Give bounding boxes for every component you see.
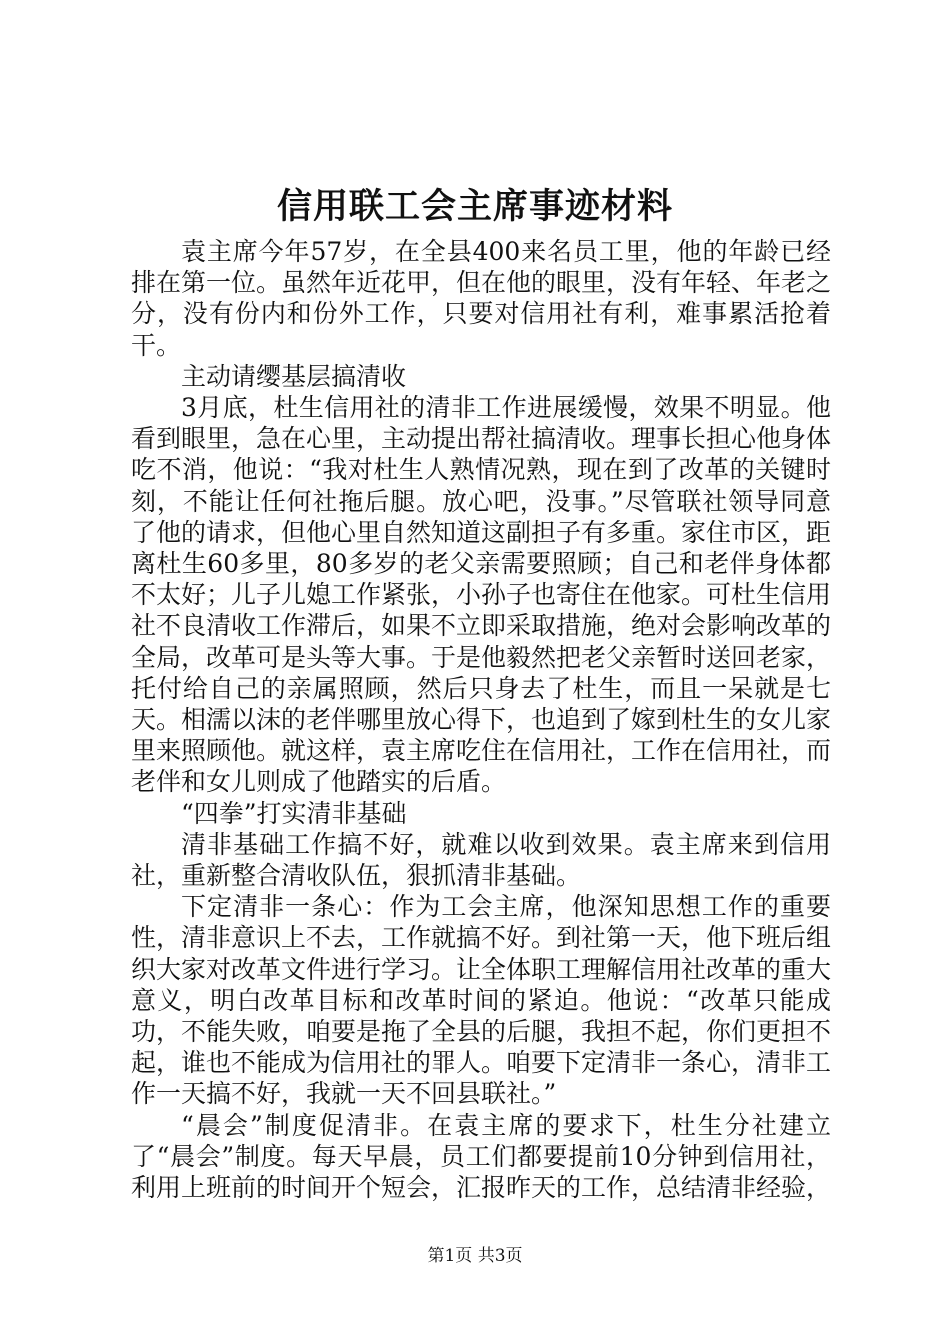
paragraph-4: 清非基础工作搞不好，就难以收到效果。袁主席来到信用社，重新整合清收队伍，狠抓清非基础。 bbox=[131, 829, 831, 891]
paragraph-6: “晨会”制度促清非。在袁主席的要求下，杜生分社建立了“晨会”制度。每天早晨，员工们都要提前10分钟到信用社，利用上班前的时间开个短会，汇报昨天的工作，总结清非经验， bbox=[131, 1110, 832, 1203]
paragraph-intro: 袁主席今年57岁，在全县400来名员工里，他的年龄已经排在第一位。虽然年近花甲，但在他的眼里，没有年轻、年老之分，没有份内和份外工作，只要对信用社有利，难事累活抢着干。 bbox=[131, 237, 832, 360]
paragraph-5: 下定清非一条心：作为工会主席，他深知思想工作的重要性，清非意识上不去，工作就搞不好。到社第一天，他下班后组织大家对改革文件进行学习。让全体职工理解信用社改革的重大意义，明白改革目标和改革时间的紧迫。他说：“改革只能成功，不能失败，咱要是拖了全县的后腿，我担不起，你们更担不起，谁也不能成为信用社的罪人。咱要下定清非一条心，清非工作一天搞不好，我就一天不回县联社。” bbox=[131, 892, 832, 1109]
section-heading-1: 主动请缨基层搞清收 bbox=[181, 361, 407, 391]
document-body bbox=[131, 236, 831, 1203]
paragraph-2: 3月底，杜生信用社的清非工作进展缓慢，效果不明显。他看到眼里，急在心里，主动提出帮社搞清收。理事长担心他身体吃不消，他说：“我对杜生人熟情况熟，现在到了改革的关键时刻，不能让任何社拖后腿。放心吧，没事。”尽管联社领导同意了他的请求，但他心里自然知道这副担子有多重。家住市区，距离杜生60多里，80多岁的老父亲需要照顾；自己和老伴身体都不太好；儿子儿媳工作紧张，小孙子也寄住在他家。可杜生信用社不良清收工作滞后，如果不立即采取措施，绝对会影响改革的全局，改革可是头等大事。于是他毅然把老父亲暂时送回老家，托付给自己的亲属照顾，然后只身去了杜生，而且一呆就是七天。相濡以沫的老伴哪里放心得下，也追到了嫁到杜生的女儿家里来照顾他。就这样，袁主席吃住在信用社，工作在信用社，而老伴和女儿则成了他踏实的后盾。 bbox=[131, 393, 832, 797]
page-footer: 第1页 共3页 bbox=[427, 1246, 523, 1266]
section-heading-2: “四拳”打实清非基础 bbox=[181, 798, 407, 828]
document-title: 信用联工会主席事迹材料 bbox=[276, 186, 673, 227]
